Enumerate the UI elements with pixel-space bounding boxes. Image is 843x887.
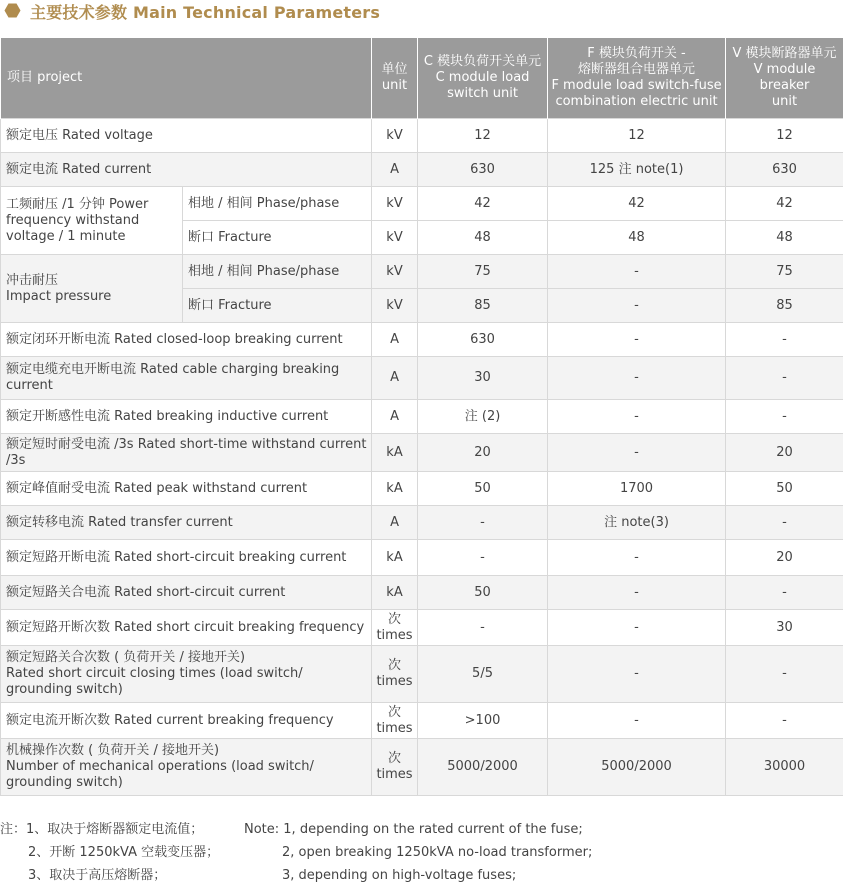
c-module-cell: - — [418, 506, 548, 540]
row-label: 额定闭环开断电流 Rated closed-loop breaking current — [1, 323, 372, 357]
v-module-cell: 42 — [726, 187, 843, 221]
note-row — [0, 818, 843, 841]
section-title: 主要技术参数 Main Technical Parameters — [30, 0, 380, 23]
v-module-cell: 75 — [726, 255, 843, 289]
note-cn-3: 3、取决于高压熔断器； — [28, 864, 166, 887]
table-row — [1, 187, 843, 221]
unit-cell: 次 times — [372, 610, 418, 646]
table-row — [1, 472, 843, 506]
row-group-label: 工频耐压 /1 分钟 Power frequency withstand voltage / 1 minute — [1, 187, 183, 255]
f-module-cell: 5000/2000 — [548, 739, 726, 796]
c-module-cell: 42 — [418, 187, 548, 221]
v-module-cell: 50 — [726, 472, 843, 506]
note-cn-1: 注：1、取决于熔断器额定电流值； — [0, 818, 203, 841]
c-module-cell: >100 — [418, 703, 548, 739]
unit-cell: kA — [372, 472, 418, 506]
row-label: 额定电流开断次数 Rated current breaking frequency — [1, 703, 372, 739]
c-module-cell: 30 — [418, 357, 548, 400]
f-module-cell: 1700 — [548, 472, 726, 506]
c-module-cell: 48 — [418, 221, 548, 255]
unit-cell: kV — [372, 119, 418, 153]
v-module-cell: 12 — [726, 119, 843, 153]
note-en-2: 2, open breaking 1250kVA no-load transformer; — [282, 841, 592, 864]
table-row — [1, 153, 843, 187]
f-module-cell: - — [548, 323, 726, 357]
unit-cell: A — [372, 506, 418, 540]
v-module-cell: - — [726, 703, 843, 739]
v-module-cell: 20 — [726, 434, 843, 472]
table-row — [1, 540, 843, 576]
note-row — [0, 864, 843, 887]
f-module-cell: - — [548, 357, 726, 400]
f-module-cell: - — [548, 540, 726, 576]
v-module-cell: - — [726, 400, 843, 434]
unit-cell: kA — [372, 576, 418, 610]
c-module-cell: - — [418, 610, 548, 646]
column-header-f-module: F 模块负荷开关 - 熔断器组合电器单元 F module load switch-fuse combination electric unit — [548, 38, 726, 119]
row-label: 额定峰值耐受电流 Rated peak withstand current — [1, 472, 372, 506]
table-row — [1, 610, 843, 646]
row-label: 额定电压 Rated voltage — [1, 119, 372, 153]
column-header-unit: 单位 unit — [372, 38, 418, 119]
row-label: 额定短路开断次数 Rated short circuit breaking frequency — [1, 610, 372, 646]
row-label: 额定电缆充电开断电流 Rated cable charging breaking current — [1, 357, 372, 400]
f-module-cell: - — [548, 289, 726, 323]
unit-cell: A — [372, 153, 418, 187]
f-module-cell: 48 — [548, 221, 726, 255]
table-row — [1, 434, 843, 472]
v-module-cell: 48 — [726, 221, 843, 255]
hexagon-icon — [4, 3, 21, 18]
v-module-cell: 30 — [726, 610, 843, 646]
unit-cell: 次 times — [372, 703, 418, 739]
f-module-cell: - — [548, 610, 726, 646]
v-module-cell: 20 — [726, 540, 843, 576]
f-module-cell: - — [548, 646, 726, 703]
v-module-cell: - — [726, 576, 843, 610]
note-cn-2: 2、开断 1250kVA 空载变压器； — [28, 841, 219, 864]
table-row — [1, 400, 843, 434]
v-module-cell: 30000 — [726, 739, 843, 796]
table-row — [1, 357, 843, 400]
row-label: 额定短路关合电流 Rated short-circuit current — [1, 576, 372, 610]
table-row — [1, 506, 843, 540]
f-module-cell: 12 — [548, 119, 726, 153]
f-module-cell: - — [548, 434, 726, 472]
c-module-cell: 50 — [418, 472, 548, 506]
table-row — [1, 646, 843, 703]
column-header-v-module: V 模块断路器单元 V module breaker unit — [726, 38, 843, 119]
c-module-cell: 85 — [418, 289, 548, 323]
row-sub-label: 相地 / 相间 Phase/phase — [183, 255, 372, 289]
unit-cell: kA — [372, 434, 418, 472]
c-module-cell: - — [418, 540, 548, 576]
c-module-cell: 630 — [418, 153, 548, 187]
notes-section — [0, 818, 843, 887]
f-module-cell: - — [548, 703, 726, 739]
row-label: 额定短路开断电流 Rated short-circuit breaking current — [1, 540, 372, 576]
unit-cell: kV — [372, 221, 418, 255]
c-module-cell: 20 — [418, 434, 548, 472]
unit-cell: kA — [372, 540, 418, 576]
table-header-row — [1, 38, 843, 119]
c-module-cell: 注 (2) — [418, 400, 548, 434]
row-label: 额定短路关合次数 ( 负荷开关 / 接地开关) Rated short circuit closing times (load switch/ grounding switch) — [1, 646, 372, 703]
v-module-cell: 85 — [726, 289, 843, 323]
c-module-cell: 630 — [418, 323, 548, 357]
row-group-label: 冲击耐压 Impact pressure — [1, 255, 183, 323]
table-row — [1, 703, 843, 739]
f-module-cell: 125 注 note(1) — [548, 153, 726, 187]
unit-cell: kV — [372, 289, 418, 323]
c-module-cell: 75 — [418, 255, 548, 289]
unit-cell: kV — [372, 187, 418, 221]
v-module-cell: - — [726, 506, 843, 540]
f-module-cell: - — [548, 400, 726, 434]
v-module-cell: - — [726, 646, 843, 703]
f-module-cell: - — [548, 576, 726, 610]
unit-cell: A — [372, 323, 418, 357]
table-row — [1, 119, 843, 153]
c-module-cell: 5000/2000 — [418, 739, 548, 796]
column-header-c-module: C 模块负荷开关单元 C module load switch unit — [418, 38, 548, 119]
row-label: 额定短时耐受电流 /3s Rated short-time withstand current /3s — [1, 434, 372, 472]
row-label: 额定开断感性电流 Rated breaking inductive current — [1, 400, 372, 434]
table-row — [1, 255, 843, 289]
v-module-cell: - — [726, 323, 843, 357]
unit-cell: A — [372, 400, 418, 434]
f-module-cell: - — [548, 255, 726, 289]
column-header-project: 项目 project — [1, 38, 372, 119]
v-module-cell: 630 — [726, 153, 843, 187]
row-sub-label: 断口 Fracture — [183, 289, 372, 323]
v-module-cell: - — [726, 357, 843, 400]
f-module-cell: 注 note(3) — [548, 506, 726, 540]
parameters-table — [0, 38, 843, 796]
row-label: 机械操作次数 ( 负荷开关 / 接地开关) Number of mechanical operations (load switch/ grounding switch) — [1, 739, 372, 796]
c-module-cell: 12 — [418, 119, 548, 153]
unit-cell: kV — [372, 255, 418, 289]
section-header — [0, 0, 843, 22]
unit-cell: 次 times — [372, 739, 418, 796]
c-module-cell: 5/5 — [418, 646, 548, 703]
table-row — [1, 739, 843, 796]
unit-cell: A — [372, 357, 418, 400]
table-row — [1, 576, 843, 610]
f-module-cell: 42 — [548, 187, 726, 221]
row-sub-label: 断口 Fracture — [183, 221, 372, 255]
c-module-cell: 50 — [418, 576, 548, 610]
note-row — [0, 841, 843, 864]
row-sub-label: 相地 / 相间 Phase/phase — [183, 187, 372, 221]
unit-cell: 次 times — [372, 646, 418, 703]
note-en-3: 3, depending on high-voltage fuses; — [282, 864, 516, 887]
note-en-1: Note: 1, depending on the rated current of the fuse; — [244, 818, 583, 841]
row-label: 额定转移电流 Rated transfer current — [1, 506, 372, 540]
table-row — [1, 323, 843, 357]
row-label: 额定电流 Rated current — [1, 153, 372, 187]
